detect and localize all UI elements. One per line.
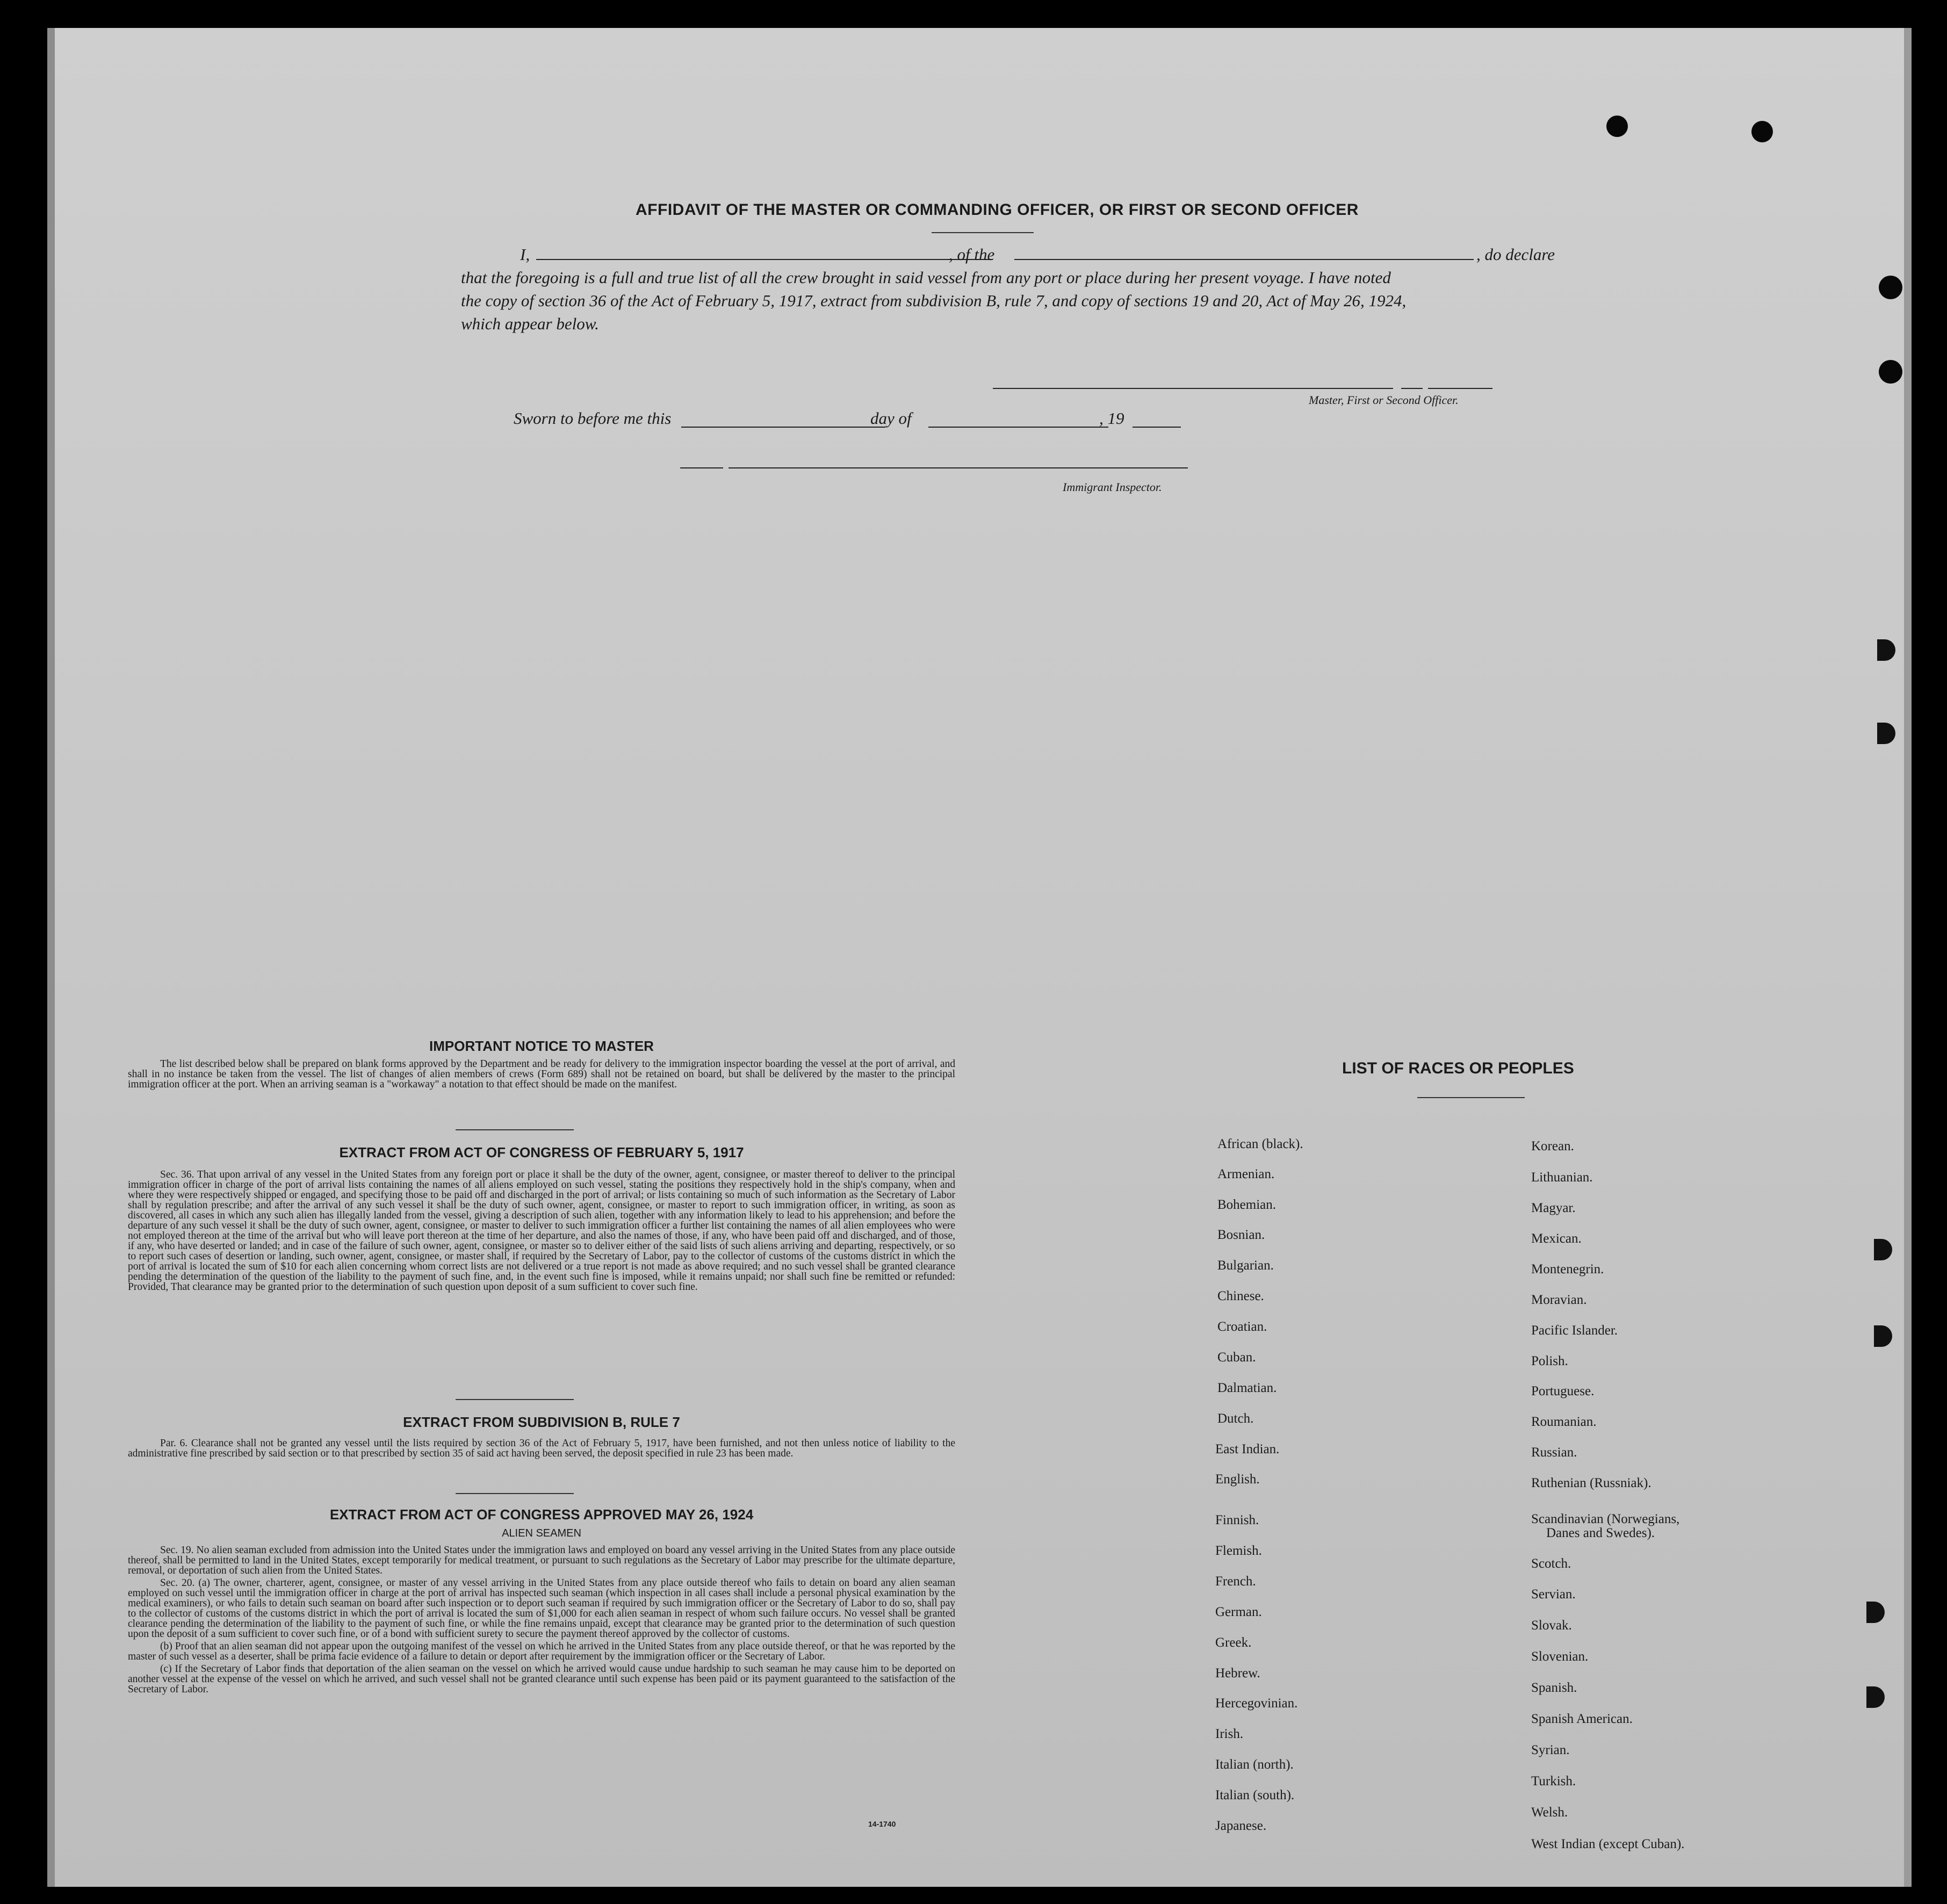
punch-hole: [1751, 121, 1773, 142]
day-blank: [681, 427, 885, 428]
race-item: West Indian (except Cuban).: [1531, 1837, 1685, 1851]
race-item: Korean.: [1531, 1139, 1574, 1153]
master-label: Master, First or Second Officer.: [1309, 393, 1459, 407]
race-item: Italian (south).: [1215, 1788, 1295, 1802]
page-right-edge: [1904, 28, 1912, 1887]
race-item: Turkish.: [1531, 1774, 1576, 1788]
extract-rule7-body: Par. 6. Clearance shall not be granted any vessel until the lists required by section 36 of the Act of February 5, 1917, have been furnished, and not then unless notice of liability to the administrative fine prescribed by said section or to that prescribed by section 35 of said act having been served, the deposit specified in rule 23 has been made.: [128, 1438, 955, 1459]
divider: [1417, 1097, 1525, 1098]
race-item: Bosnian.: [1217, 1228, 1265, 1242]
race-item: Scandinavian (Norwegians,: [1531, 1512, 1680, 1526]
inspector-line-2: [729, 467, 1188, 468]
race-item: Chinese.: [1217, 1289, 1264, 1303]
extract-rule7-title: EXTRACT FROM SUBDIVISION B, RULE 7: [403, 1414, 680, 1430]
race-item: Armenian.: [1217, 1167, 1275, 1181]
master-signature-line-2: [1401, 388, 1423, 389]
sec20a-body: Sec. 20. (a) The owner, charterer, agent, consignee, or master of any vessel arriving in the United States from any place outside thereof who fails to detain on board any alien seaman employed on such vessel until the immigration officer in charge at the port of arrival has inspected such seaman (which inspection in all cases shall include a personal physical examination by the medical examiners), or who fails to detain such seaman on board after such inspection or to deport such seaman if required by such immigration officer or the Secretary of Labor to do so, shall pay to the collector of customs of the customs district in which the port of arrival is located the sum of $1,000 for each alien seaman in respect of whom such failure occurs. No vessel shall be granted clearance pending the determination of the liability to the payment of such fine, or while the fine remains unpaid, except that clearance may be granted prior to the determination of such question upon the deposit of a sum sufficient to cover such fine, or of a bond with sufficient surety to secure the payment thereof approved by the collector of customs.: [128, 1577, 955, 1640]
race-item: Italian (north).: [1215, 1757, 1294, 1772]
affidavit-text-1: that the foregoing is a full and true list of all the crew brought in said vessel from any port or place during her present voyage. I have noted: [461, 268, 1391, 287]
race-item: Mexican.: [1531, 1231, 1582, 1246]
day-of: day of: [870, 409, 912, 428]
race-item: Flemish.: [1215, 1544, 1262, 1558]
notice-title: IMPORTANT NOTICE TO MASTER: [429, 1038, 654, 1054]
race-item: Polish.: [1531, 1354, 1568, 1368]
vessel-blank: [1014, 259, 1474, 260]
notice-body: The list described below shall be prepared on blank forms approved by the Department and be ready for delivery to the immigration inspector boarding the vessel at the port of arrival, and shall in no instance be taken from the vessel. The list of changes of alien members of crews (Form 689) shall not be retained on board, but shall be delivered by the master to the principal immigration officer at the port. When an arriving seaman is a "workaway" a notation to that effect should be made on the manifest.: [128, 1058, 955, 1090]
race-item: Danes and Swedes).: [1546, 1526, 1655, 1540]
race-item: French.: [1215, 1574, 1256, 1589]
extract-1917-body: Sec. 36. That upon arrival of any vessel in the United States from any foreign port or place it shall be the duty of the owner, agent, consignee, or master thereof to deliver to the principal immigration officer in charge of the port of arrival lists containing the names of all aliens employed on such vessel, stating the positions they respectively hold in the ship's company, when and where they were respectively shipped or engaged, and specifying those to be paid off and discharged in the port of arrival; or lists containing so much of such information as the Secretary of Labor shall by regulation prescribe; and after the arrival of any such vessel it shall be the duty of such owner, agent, consignee, or master to report to such immigration officer, in writing, as soon as discovered, all cases in which any such alien has illegally landed from the vessel, giving a description of such alien, together with any information likely to lead to his apprehension; and before the departure of any such vessel it shall be the duty of such owner, agent, consignee, or master to deliver to such immigration officer a further list containing the names of all alien employees who were not employed thereon at the time of the arrival but who will leave port thereon at the time of her departure, and also the names of those, if any, who have been paid off and discharged, and of those, if any, who have deserted or landed; and in case of the failure of such owner, agent, consignee, or master so to deliver either of the said lists of such aliens arriving and departing, respectively, or so to report such cases of desertion or landing, such owner, agent, consignee, or master shall, if required by the Secretary of Labor, pay to the collector of customs of the customs district in which the port of arrival is located the sum of $10 for each alien concerning whom correct lists are not delivered or a true report is not made as above required; and no such vessel shall be granted clearance pending the determination of the question of the liability to the payment of such fine, and, in the event such fine is imposed, while it remains unpaid; nor shall such fine be remitted or refunded: Provided, That clearance may be granted prior to the determination of such question upon deposit of a sum sufficient to cover such fine.: [128, 1169, 955, 1293]
race-item: Dalmatian.: [1217, 1381, 1277, 1395]
document-page: [47, 28, 1912, 1887]
affidavit-title: AFFIDAVIT OF THE MASTER OR COMMANDING OFFICER, OR FIRST OR SECOND OFFICER: [636, 201, 1359, 219]
race-item: Moravian.: [1531, 1293, 1587, 1307]
affidavit-i: I,: [520, 245, 530, 264]
affidavit-declare: , do declare: [1476, 245, 1555, 264]
inspector-label: Immigrant Inspector.: [1063, 480, 1162, 494]
sec20b-body: (b) Proof that an alien seaman did not appear upon the outgoing manifest of the vessel on which he arrived in the United States from any place outside thereof, or that he was reported by the master of such vessel as a deserter, shall be prima facie evidence of a failure to detain or deport after requirement by the immigration officer or the Secretary of Labor.: [128, 1641, 955, 1662]
race-item: Greek.: [1215, 1635, 1252, 1650]
race-item: Hercegovinian.: [1215, 1696, 1298, 1711]
month-blank: [928, 427, 1108, 428]
race-item: Servian.: [1531, 1587, 1576, 1602]
race-item: Ruthenian (Russniak).: [1531, 1476, 1652, 1490]
sworn-prefix: Sworn to before me this: [514, 409, 672, 428]
race-item: Hebrew.: [1215, 1666, 1260, 1681]
affidavit-of-the: , of the: [949, 245, 995, 264]
affidavit-text-3: which appear below.: [461, 314, 599, 333]
race-item: Slovak.: [1531, 1618, 1572, 1633]
race-item: Magyar.: [1531, 1201, 1576, 1215]
race-item: Pacific Islander.: [1531, 1323, 1618, 1338]
race-item: English.: [1215, 1472, 1260, 1487]
race-item: Scotch.: [1531, 1556, 1571, 1571]
master-signature-line: [993, 388, 1393, 389]
divider: [456, 1493, 574, 1494]
race-item: Japanese.: [1215, 1819, 1267, 1833]
divider: [932, 232, 1034, 233]
race-item: Croatian.: [1217, 1319, 1267, 1334]
race-item: Cuban.: [1217, 1350, 1256, 1365]
punch-hole: [1606, 116, 1628, 137]
race-item: Russian.: [1531, 1445, 1577, 1460]
race-item: Syrian.: [1531, 1743, 1570, 1757]
race-item: Slovenian.: [1531, 1649, 1589, 1664]
race-item: African (black).: [1217, 1137, 1303, 1151]
race-item: Irish.: [1215, 1727, 1244, 1741]
race-item: Spanish.: [1531, 1681, 1577, 1695]
race-item: Spanish American.: [1531, 1712, 1633, 1726]
race-item: East Indian.: [1215, 1442, 1280, 1456]
race-item: Roumanian.: [1531, 1415, 1597, 1429]
race-item: German.: [1215, 1605, 1262, 1619]
year-prefix: , 19: [1099, 409, 1124, 428]
sec20c-body: (c) If the Secretary of Labor finds that deportation of the alien seaman on the vessel on which he arrived would cause undue hardship to such seaman he may cause him to be deported on another vessel at the expense of the vessel on which he arrived, and such vessel shall not be granted clearance until such expense has been paid or its payment guaranteed to the satisfaction of the Secretary of Labor.: [128, 1663, 955, 1695]
extract-1924-title: EXTRACT FROM ACT OF CONGRESS APPROVED MAY 26, 1924: [329, 1506, 754, 1523]
race-item: Dutch.: [1217, 1411, 1254, 1426]
race-item: Welsh.: [1531, 1805, 1568, 1820]
race-item: Lithuanian.: [1531, 1170, 1593, 1185]
divider: [456, 1129, 574, 1130]
extract-1917-title: EXTRACT FROM ACT OF CONGRESS OF FEBRUARY 5, 1917: [339, 1144, 744, 1160]
race-item: Finnish.: [1215, 1513, 1259, 1527]
year-blank: [1133, 427, 1181, 428]
master-signature-line-3: [1428, 388, 1492, 389]
race-item: Bulgarian.: [1217, 1258, 1274, 1273]
name-blank: [536, 259, 993, 260]
binder-hole: [1879, 276, 1902, 299]
race-item: Bohemian.: [1217, 1198, 1277, 1212]
sec19-body: Sec. 19. No alien seaman excluded from admission into the United States under the immigration laws and employed on board any vessel arriving in the United States from any place outside thereof, shall be permitted to land in the United States, except temporarily for medical treatment, or pursuant to such regulations as the Secretary of Labor may prescribe for the ultimate departure, removal, or deportation of such alien from the United States.: [128, 1545, 955, 1576]
affidavit-text-2: the copy of section 36 of the Act of February 5, 1917, extract from subdivision B, rule 7, and copy of sections 19 and 20, Act of May 26, 1924,: [461, 291, 1407, 310]
race-item: Portuguese.: [1531, 1384, 1595, 1398]
divider: [456, 1399, 574, 1400]
form-number: 14-1740: [868, 1820, 896, 1828]
race-item: Montenegrin.: [1531, 1262, 1604, 1276]
extract-1924-subtitle: ALIEN SEAMEN: [502, 1527, 581, 1539]
binder-hole: [1879, 360, 1902, 384]
races-title: LIST OF RACES OR PEOPLES: [1342, 1059, 1574, 1077]
page-left-edge: [47, 28, 55, 1887]
inspector-line-1: [680, 467, 723, 468]
